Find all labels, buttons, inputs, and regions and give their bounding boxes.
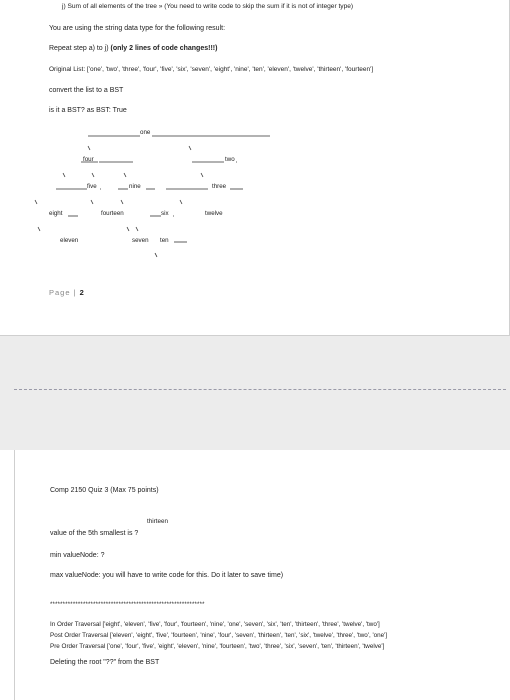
node-twelve: twelve <box>205 210 223 217</box>
max-value-node: max valueNode: you will have to write code for this. Do it later to save time) <box>50 572 284 579</box>
thirteen-label: thirteen <box>147 518 169 525</box>
original-list: Original List: ['one', 'two', 'three', 'four', 'five', 'six', 'seven', 'eight', 'nine', 'ten', 'eleven', 'twelve', 'thirteen', 'fourteen'] <box>49 66 374 73</box>
in-order-traversal: In Order Traversal ['eight', 'eleven', 'five', 'four', 'fourteen', 'nine', 'one', 'seven', 'six', 'ten', 'thirteen', 'three', 'twelve', 'two'] <box>50 621 380 628</box>
page-number: 2 <box>79 288 85 297</box>
node-ten: ten <box>160 237 169 244</box>
page-gap <box>0 336 510 450</box>
quiz-title: Comp 2150 Quiz 3 (Max 75 points) <box>50 487 159 494</box>
page-label: Page <box>49 288 71 297</box>
bst-diagram <box>0 0 509 335</box>
convert-to-bst: convert the list to a BST <box>49 87 124 94</box>
separator-stars: ************************************************************* <box>50 602 205 608</box>
repeat-steps-text: Repeat step a) to j) <box>49 45 111 52</box>
fifth-smallest-question: value of the 5th smallest is ? <box>50 530 139 537</box>
node-fourteen: fourteen <box>101 210 124 217</box>
step-j-instruction: j) Sum of all elements of the tree » (You need to write code to skip the sum if it is not of integer type) <box>62 3 354 10</box>
node-two: two <box>225 156 235 163</box>
post-order-traversal: Post Order Traversal ['eleven', 'eight', 'five', 'fourteen', 'nine', 'four', 'seven', 'thirteen', 'ten', 'six', 'twelve', 'three', 'two', 'one'] <box>50 632 388 639</box>
node-six: six <box>161 210 169 217</box>
repeat-steps-emphasis: (only 2 lines of code changes!!!) <box>110 45 218 52</box>
document-page-bottom <box>14 450 510 700</box>
node-four: four <box>83 156 94 163</box>
node-three: three <box>212 183 227 190</box>
node-nine: nine <box>129 183 141 190</box>
page-number-footer: Page | 2 <box>49 288 85 297</box>
string-type-note: You are using the string data type for the following result: <box>49 25 226 32</box>
pre-order-traversal: Pre Order Traversal ['one', 'four', 'five', 'eight', 'eleven', 'nine', 'fourteen', 'two', 'three', 'six', 'seven', 'ten', 'thirteen', 'twelve'] <box>50 643 385 650</box>
node-eleven: eleven <box>60 237 79 244</box>
node-eight: eight <box>49 210 63 217</box>
is-bst-result: is it a BST? as BST: True <box>49 107 127 114</box>
page-break-divider <box>14 389 506 390</box>
node-one: one <box>140 129 151 136</box>
min-value-node: min valueNode: ? <box>50 552 105 559</box>
deleting-root: Deleting the root "??" from the BST <box>50 659 160 666</box>
node-five: five <box>87 183 97 190</box>
document-page-top <box>0 0 510 336</box>
node-seven: seven <box>132 237 149 244</box>
